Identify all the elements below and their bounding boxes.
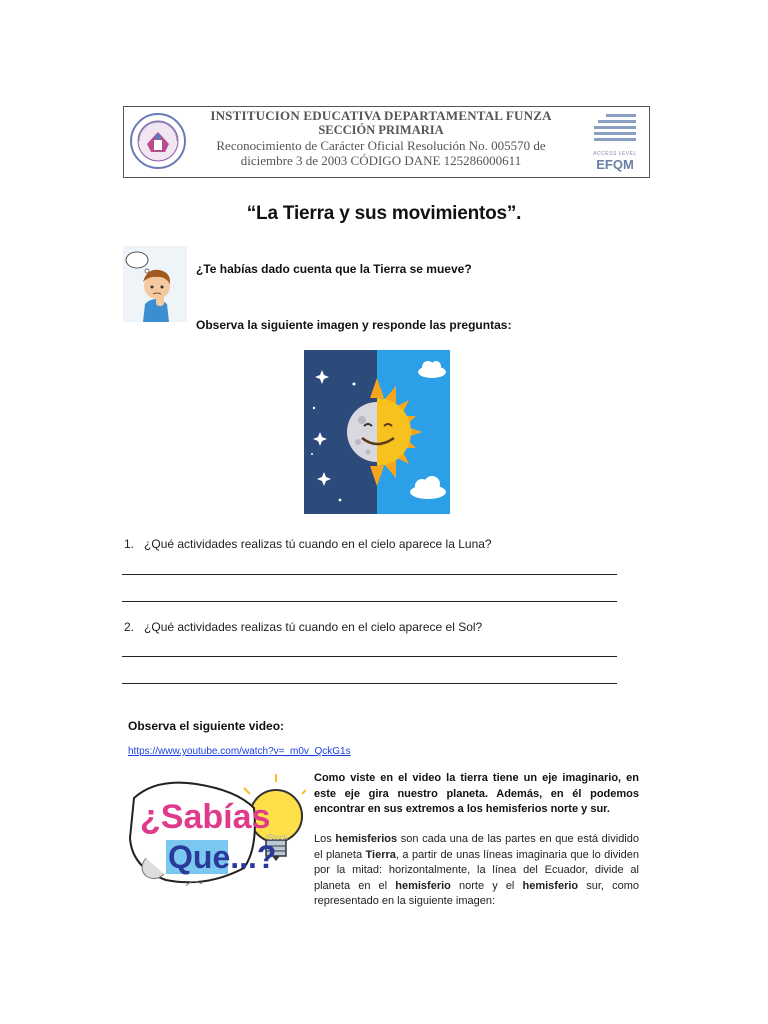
sabias-text: ¿Sabías (140, 798, 271, 836)
answer-line[interactable] (122, 683, 617, 684)
answer-line[interactable] (122, 656, 617, 657)
answer-line[interactable] (122, 574, 617, 575)
bold-term: hemisferio (395, 879, 451, 892)
istock-watermark: iStock (266, 833, 288, 842)
video-link[interactable]: https://www.youtube.com/watch?v=_m0v_QckG1s (128, 746, 351, 757)
bold-term: Tierra (365, 848, 396, 861)
efqm-level-text: ACCESS LEVEL (593, 151, 637, 157)
day-night-illustration (304, 350, 450, 514)
question-number: 2. (124, 620, 135, 634)
text-span: , a partir de unas líneas imaginaria que lo dividen por la mitad: horizontalmente, la línea del Ecuador, divide al planeta en el (314, 848, 640, 892)
recognition-line: Reconocimiento de Carácter Oficial Resolución No. 005570 de (216, 138, 546, 153)
thinking-boy-icon (123, 246, 187, 322)
school-seal-icon (129, 112, 187, 170)
eje-imaginario-paragraph: Como viste en el video la tierra tiene un eje imaginario, en este eje gira nuestro planeta. Además, en él podemos encontrar en sus extremos a los hemisferios norte y sur. (314, 772, 639, 815)
header-text (196, 108, 566, 168)
text-span: Los (314, 833, 336, 845)
question-text: ¿Qué actividades realizas tú cuando en el cielo aparece el Sol? (144, 620, 483, 634)
school-name: INSTITUCION EDUCATIVA DEPARTAMENTAL FUNZA (210, 108, 552, 123)
school-section: SECCIÓN PRIMARIA (318, 123, 444, 137)
answer-line[interactable] (122, 601, 617, 602)
bold-term: hemisferio (522, 879, 579, 892)
efqm-bars-icon (588, 112, 642, 146)
que-text: Que...? (168, 839, 277, 875)
intro-question: ¿Te habías dado cuenta que la Tierra se mueve? (196, 262, 472, 276)
efqm-brand-text: EFQM (596, 157, 634, 172)
hemisferios-paragraph (314, 832, 639, 910)
question-1 (124, 537, 492, 551)
observe-image-instruction: Observa la siguiente imagen y responde las preguntas: (196, 318, 512, 332)
observe-video-instruction: Observa el siguiente video: (128, 719, 285, 733)
efqm-logo (588, 112, 642, 172)
bold-term: hemisferios (335, 833, 398, 845)
question-number: 1. (124, 537, 135, 551)
text-span: son cada una de las partes en que está dividido el planeta (314, 833, 639, 861)
text-span: norte y el (450, 879, 523, 892)
page-title: “La Tierra y sus movimientos”. (246, 203, 522, 224)
question-2 (124, 620, 482, 634)
sabias-que-illustration (126, 768, 306, 903)
text-span: sur, como representado en la siguiente imagen: (314, 879, 640, 907)
question-text: ¿Qué actividades realizas tú cuando en el cielo aparece la Luna? (144, 537, 492, 551)
dane-code-line: diciembre 3 de 2003 CÓDIGO DANE 125286000611 (240, 153, 522, 168)
